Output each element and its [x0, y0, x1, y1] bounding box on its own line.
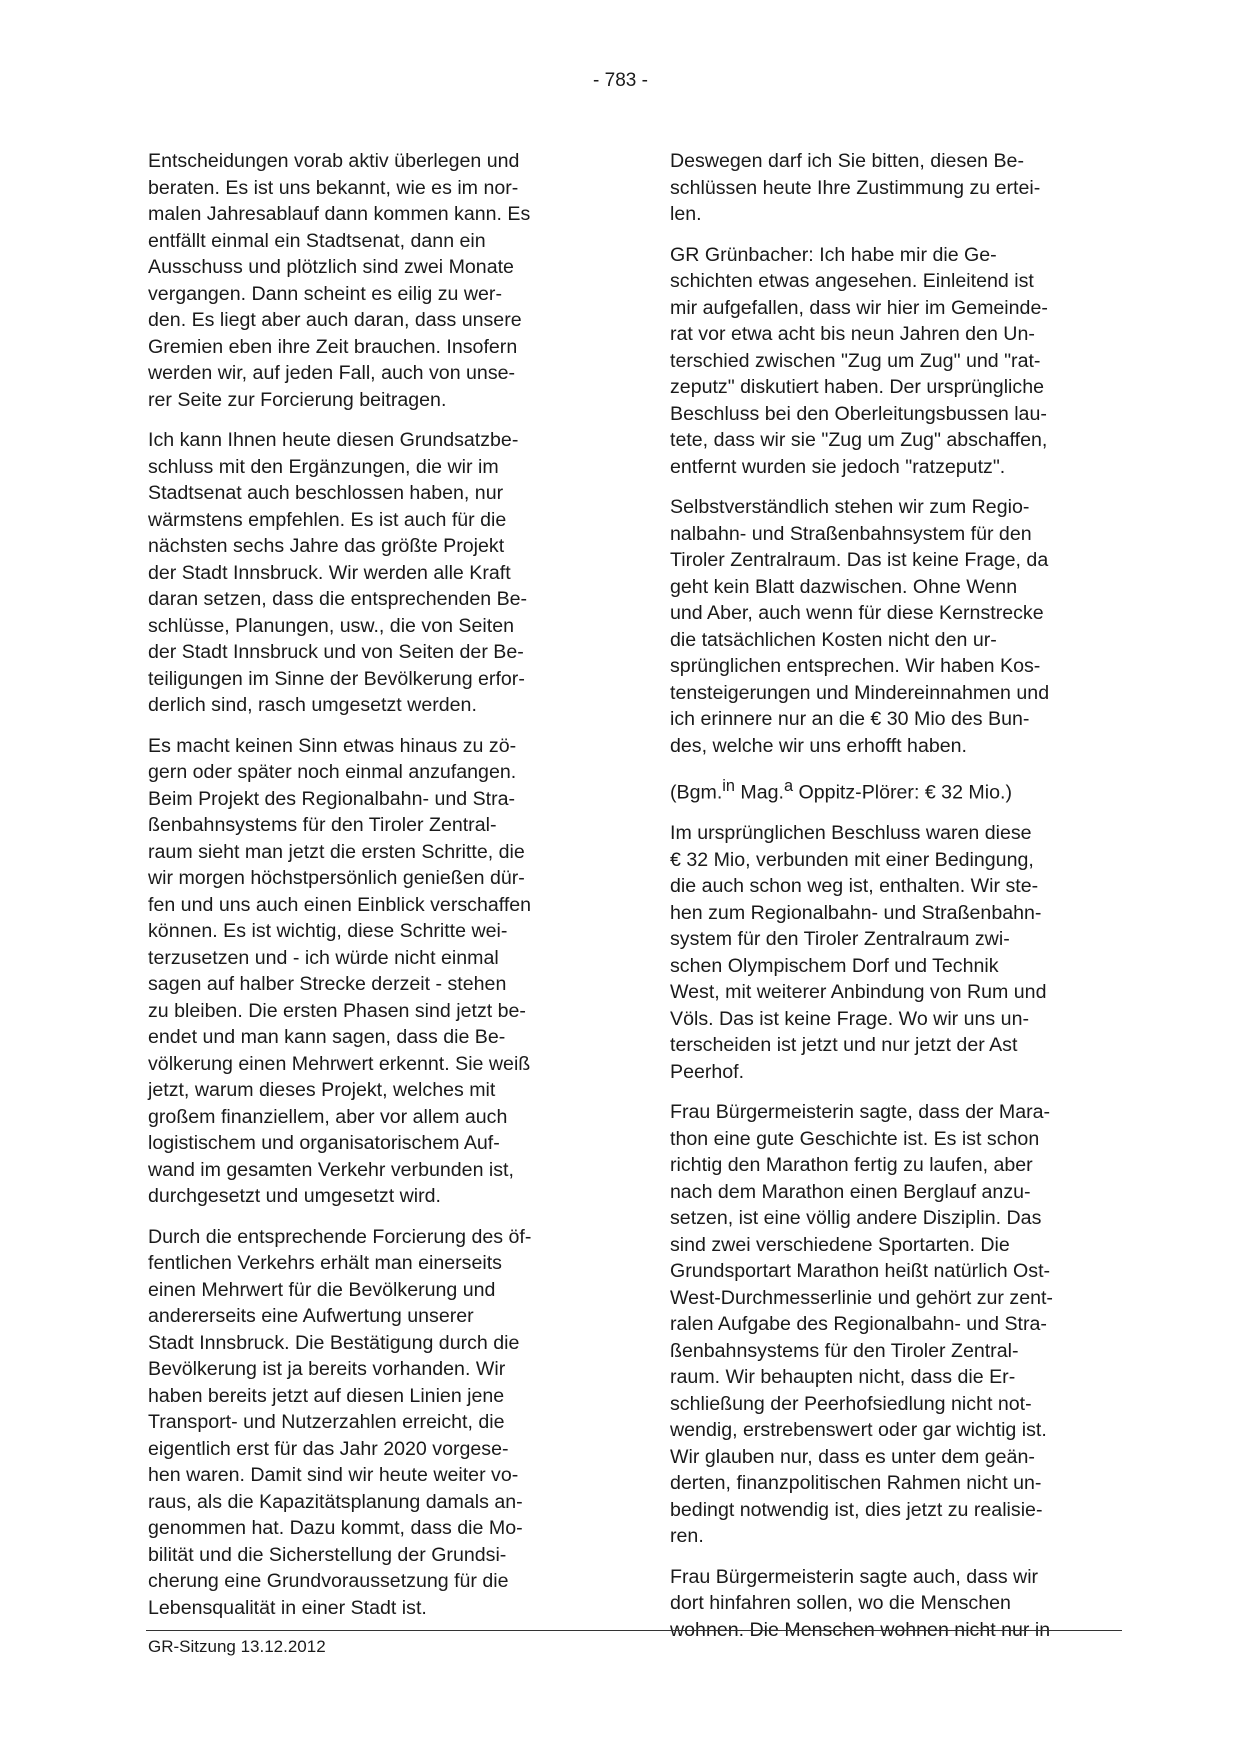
- footer-session-label: GR-Sitzung 13.12.2012: [148, 1637, 326, 1656]
- paragraph: Frau Bürgermeisterin sagte, dass der Mara- thon eine gute Geschichte ist. Es ist schon richtig den Marathon fertig zu laufen, aber nach dem Marathon einen Berglauf anzu- setzen, ist eine völlig andere Disziplin. Das sind zwei verschiedene Sportarten. Die Grundsportart Marathon heißt natürlich Ost- West-Durchmesserlinie und gehört zur zent- ralen Aufgabe des Regionalbahn- und Stra- ßenbahnsystems für den Tiroler Zentral- raum. Wir behaupten nicht, dass die Er- schließung der Peerhofsiedlung nicht not- wendig, erstrebenswert oder gar wichtig ist. Wir glauben nur, dass es unter dem geän- derten, finanzpolitischen Rahmen nicht un- bedingt notwendig ist, dies jetzt zu realisie- ren.: [670, 1101, 1053, 1548]
- interjection-middle: Mag.: [734, 781, 784, 804]
- paragraph: Entscheidungen vorab aktiv überlegen und beraten. Es ist uns bekannt, wie es im nor- malen Jahresablauf dann kommen kann. Es entfällt einmal ein Stadtsenat, dann ein Ausschuss und plötzlich sind zwei Monate vergangen. Dann scheint es eilig zu wer- den. Es liegt aber auch daran, dass unsere Gremien eben ihre Zeit brauchen. Insofern werden wir, auf jeden Fall, auch von unse- rer Seite zur Forcierung beitragen.: [148, 150, 531, 411]
- right-column: [670, 148, 1122, 1657]
- paragraph: Durch die entsprechende Forcierung des öf- fentlichen Verkehrs erhält man einerseits einen Mehrwert für die Bevölkerung und andererseits eine Aufwertung unserer Stadt Innsbruck. Die Bestätigung durch die Bevölkerung ist ja bereits vorhanden. Wir haben bereits jetzt auf diesen Linien jene Transport- und Nutzerzahlen erreicht, die eigentlich erst für das Jahr 2020 vorgese- hen waren. Damit sind wir heute weiter vo- raus, als die Kapazitätsplanung damals an- genommen hat. Dazu kommt, dass die Mo- bilität und die Sicherstellung der Grundsi- cherung eine Grundvoraussetzung für die Lebensqualität in einer Stadt ist.: [148, 1225, 532, 1619]
- interjection: [670, 773, 1122, 806]
- interjection-rest: Oppitz-Plörer: € 32 Mio.): [793, 781, 1012, 804]
- superscript-a: a: [784, 777, 794, 795]
- paragraph: Selbstverständlich stehen wir zum Regio- nalbahn- und Straßenbahnsystem für den Tiroler Zentralraum. Das ist keine Frage, da geht kein Blatt dazwischen. Ohne Wenn und Aber, auch wenn für diese Kernstrecke die tatsächlichen Kosten nicht den ur- sprünglichen entsprechen. Wir haben Kos- tensteigerungen und Mindereinnahmen und ich erinnere nur an die € 30 Mio des Bun- des, welche wir uns erhofft haben.: [670, 496, 1050, 757]
- paragraph: Frau Bürgermeisterin sagte auch, dass wir dort hinfahren sollen, wo die Menschen wohnen. Die Menschen wohnen nicht nur in: [670, 1565, 1051, 1641]
- paragraph: Es macht keinen Sinn etwas hinaus zu zö- gern oder später noch einmal anzufangen. Beim Projekt des Regionalbahn- und Stra- ßenbahnsystems für den Tiroler Zentral- raum sieht man jetzt die ersten Schritte, die wir morgen höchstpersönlich genießen dür- fen und uns auch einen Einblick verschaffen können. Es ist wichtig, diese Schritte wei- terzusetzen und - ich würde nicht einmal sagen auf halber Strecke derzeit - stehen zu bleiben. Die ersten Phasen sind jetzt be- endet und man kann sagen, dass die Be- völkerung einen Mehrwert erkennt. Sie weiß jetzt, warum dieses Projekt, welches mit großem finanziellem, aber vor allem auch logistischem und organisatorischem Auf- wand im gesamten Verkehr verbunden ist, durchgesetzt und umgesetzt wird.: [148, 734, 532, 1207]
- paragraph: Im ursprünglichen Beschluss waren diese € 32 Mio, verbunden mit einer Bedingung, die auch schon weg ist, enthalten. Wir ste- hen zum Regionalbahn- und Straßenbahn- system für den Tiroler Zentralraum zwi- schen Olympischem Dorf und Technik West, mit weiterer Anbindung von Rum und Völs. Das ist keine Frage. Wo wir uns un- terscheiden ist jetzt und nur jetzt der Ast Peerhof.: [670, 822, 1047, 1083]
- speaker-paragraph: GR Grünbacher: Ich habe mir die Ge- schichten etwas angesehen. Einleitend ist mir aufgefallen, dass wir hier im Gemeinde- rat vor etwa acht bis neun Jahren den Un- terschied zwischen "Zug um Zug" und "rat- zeputz" diskutiert haben. Der ursprüngliche Beschluss bei den Oberleitungsbussen lau- tete, dass wir sie "Zug um Zug" abschaffen, entfernt wurden sie jedoch "ratzeputz".: [670, 243, 1048, 478]
- paragraph: Ich kann Ihnen heute diesen Grundsatzbe- schluss mit den Ergänzungen, die wir im Stadtsenat auch beschlossen haben, nur wärmstens empfehlen. Es ist auch für die nächsten sechs Jahre das größte Projekt der Stadt Innsbruck. Wir werden alle Kraft daran setzen, dass die entsprechenden Be- schlüsse, Planungen, usw., die von Seiten der Stadt Innsbruck und von Seiten der Be- teiligungen im Sinne der Bevölkerung erfor- derlich sind, rasch umgesetzt werden.: [148, 429, 528, 716]
- page-number: - 783 -: [593, 70, 648, 91]
- paragraph: Deswegen darf ich Sie bitten, diesen Be- schlüssen heute Ihre Zustimmung zu ertei- len.: [670, 150, 1041, 225]
- footer-divider: [146, 1630, 1122, 1631]
- superscript-in: in: [722, 777, 735, 795]
- left-column: [148, 148, 600, 1635]
- interjection-open: (Bgm.: [670, 781, 723, 804]
